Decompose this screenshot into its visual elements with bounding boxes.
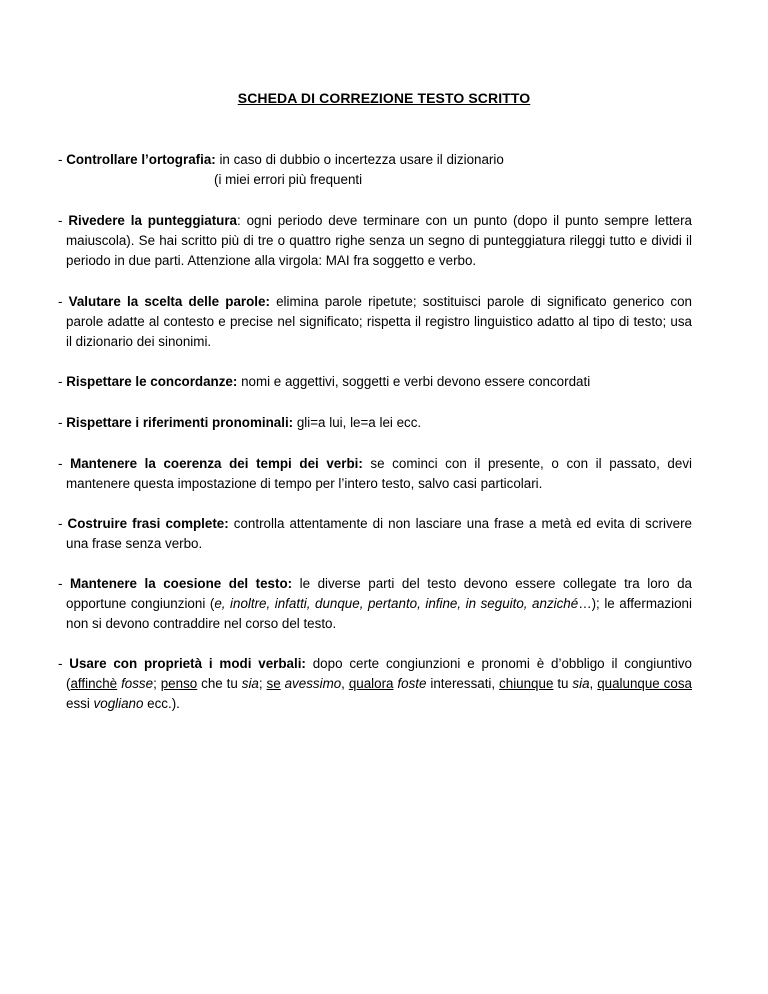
- item-dash: -: [58, 656, 70, 671]
- item-text: le diverse parti del testo devono essere collegate tra loro da opportune congiunzioni (: [66, 576, 692, 611]
- example-text: essi: [66, 696, 94, 711]
- item-dash: -: [58, 456, 71, 471]
- item-heading: Rivedere la punteggiatura: [68, 213, 238, 228]
- example-text: tu: [553, 676, 573, 691]
- item-heading: Mantenere la coesione del testo:: [70, 576, 293, 591]
- item-paragraph: [58, 654, 692, 714]
- item-text: : ogni periodo deve terminare con un punto (dopo il punto sempre lettera maiuscola). Se hai scritto più di tre o quattro righe senza un segno di punteggiatura rileggi tutto e dividi il periodo in due parti. Attenzione alla virgola: MAI fra soggetto e verbo.: [66, 213, 693, 268]
- item-dash: -: [58, 516, 68, 531]
- item-text: elimina parole ripetute; sostituisci parole di significato generico con parole adatte al contesto e precise nel significato; rispetta il registro linguistico adatto al tipo di testo; usa il dizionario dei sinonimi.: [66, 294, 692, 349]
- item-text: in caso di dubbio o incertezza usare il dizionario: [215, 152, 504, 167]
- example-sep: ,: [341, 676, 349, 691]
- example-sep: ,: [589, 676, 598, 691]
- item-paragraph: [58, 413, 692, 433]
- item-coesione: [58, 574, 692, 634]
- item-modi-verbali: [58, 654, 692, 714]
- item-heading: Usare con proprietà i modi verbali:: [69, 656, 306, 671]
- item-ortografia: [58, 150, 692, 190]
- example-verb: vogliano: [93, 696, 144, 711]
- item-paragraph: [58, 514, 692, 554]
- example-verb: foste: [397, 676, 427, 691]
- item-heading: Valutare la scelta delle parole:: [68, 294, 270, 309]
- item-subline: (i miei errori più frequenti: [214, 172, 363, 187]
- item-scelta-parole: [58, 292, 692, 352]
- example-conjunction: qualunque cosa: [597, 676, 692, 691]
- item-dash: -: [58, 415, 67, 430]
- example-sep: ;: [258, 676, 267, 691]
- example-paren: ecc.).: [143, 696, 180, 711]
- item-paragraph: [58, 292, 692, 352]
- item-dash: -: [58, 576, 70, 591]
- page-title: SCHEDA DI CORREZIONE TESTO SCRITTO: [237, 90, 531, 106]
- item-dash: -: [58, 374, 67, 389]
- item-text: dopo certe congiunzioni e pronomi è d’obbligo il congiuntivo: [305, 656, 692, 671]
- example-verb: sia: [241, 676, 259, 691]
- item-dash: -: [58, 213, 69, 228]
- item-frasi-complete: [58, 514, 692, 554]
- item-text: se cominci con il presente, o con il passato, devi mantenere questa impostazione di tempo per l’intero testo, salvo casi particolari.: [66, 456, 692, 491]
- item-text: nomi e aggettivi, soggetti e verbi devono essere concordati: [237, 374, 591, 389]
- example-verb: sia: [572, 676, 590, 691]
- item-punteggiatura: [58, 211, 692, 271]
- example-conjunction: affinchè: [70, 676, 118, 691]
- example-verb: fosse: [121, 676, 154, 691]
- example-verb: avessimo: [284, 676, 342, 691]
- item-text: controlla attentamente di non lasciare una frase a metà ed evita di scrivere una frase senza verbo.: [66, 516, 693, 551]
- item-dash: -: [58, 152, 67, 167]
- item-heading: Rispettare le concordanze:: [66, 374, 238, 389]
- example-conjunction: penso: [160, 676, 198, 691]
- item-heading: Mantenere la coerenza dei tempi dei verbi:: [70, 456, 363, 471]
- item-paragraph: [58, 454, 692, 494]
- example-conjunction: se: [266, 676, 281, 691]
- example-text: che tu: [197, 676, 242, 691]
- item-text: …); le affermazioni non si devono contraddire nel corso del testo.: [66, 596, 692, 631]
- item-riferimenti: [58, 413, 692, 433]
- example-conjunction: chiunque: [499, 676, 554, 691]
- example-conjunction: qualora: [348, 676, 394, 691]
- item-paragraph: [58, 211, 692, 271]
- example-paren: (: [66, 676, 71, 691]
- item-heading: Costruire frasi complete:: [67, 516, 229, 531]
- item-tempi-verbi: [58, 454, 692, 494]
- item-paragraph: [58, 372, 692, 392]
- example-text: interessati,: [426, 676, 500, 691]
- item-dash: -: [58, 294, 69, 309]
- item-examples: e, inoltre, infatti, dunque, pertanto, infine, in seguito, anziché: [214, 596, 579, 611]
- item-heading: Controllare l’ortografia:: [66, 152, 216, 167]
- item-paragraph: [58, 150, 692, 170]
- example-sep: ;: [153, 676, 161, 691]
- item-paragraph: [58, 574, 692, 634]
- item-text: gli=a lui, le=a lei ecc.: [293, 415, 422, 430]
- item-concordanze: [58, 372, 692, 392]
- item-heading: Rispettare i riferimenti pronominali:: [66, 415, 294, 430]
